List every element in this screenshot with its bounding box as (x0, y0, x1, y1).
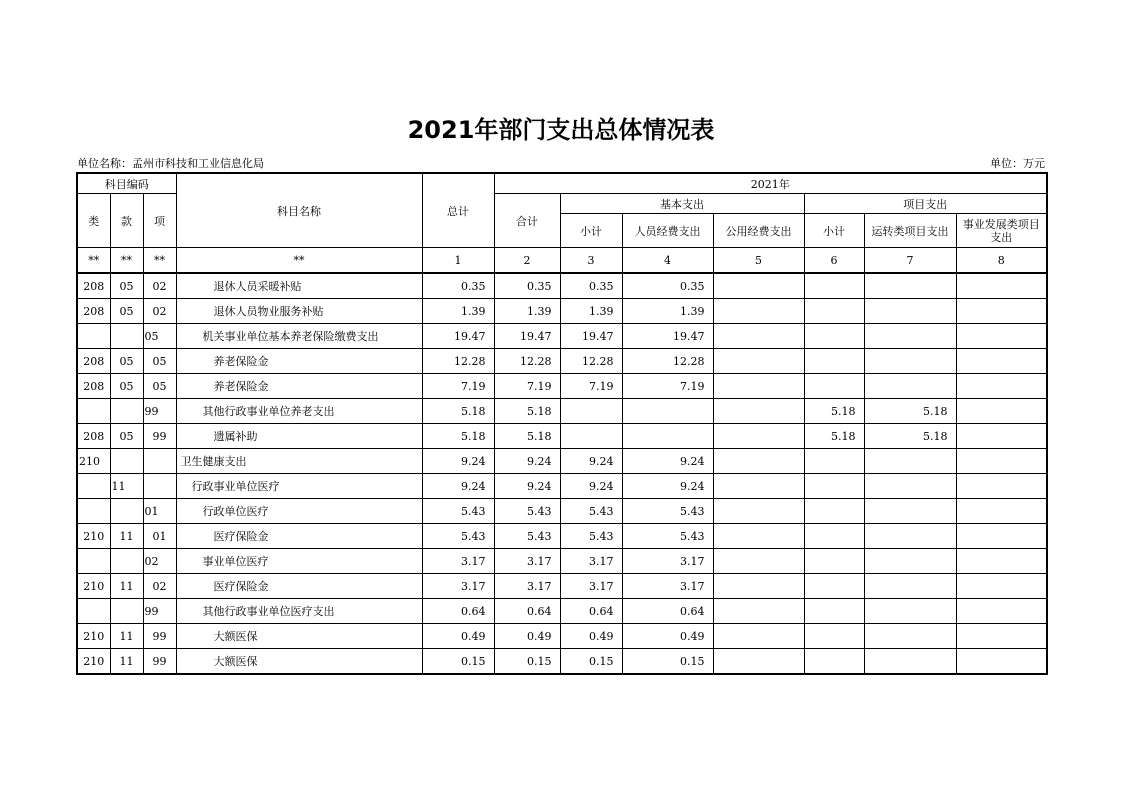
public-value (713, 374, 804, 399)
subject-name: 大额医保 (176, 649, 422, 675)
header-operating: 运转类项目支出 (864, 214, 956, 248)
total-value: 5.18 (422, 399, 494, 424)
table-row (77, 624, 1047, 649)
total-value: 5.43 (422, 524, 494, 549)
public-value (713, 599, 804, 624)
subject-name: 行政事业单位医疗 (176, 474, 422, 499)
development-value (956, 474, 1047, 499)
index-cell: ** (176, 248, 422, 274)
code-kuan: 05 (110, 374, 143, 399)
basic-subtotal-value: 19.47 (560, 324, 622, 349)
sum-value: 1.39 (494, 299, 560, 324)
table-row (77, 549, 1047, 574)
project-subtotal-value (804, 499, 864, 524)
development-value (956, 449, 1047, 474)
code-kuan: 05 (110, 273, 143, 299)
total-value: 3.17 (422, 574, 494, 599)
sum-value: 5.43 (494, 524, 560, 549)
operating-value (864, 299, 956, 324)
sum-value: 12.28 (494, 349, 560, 374)
header-total: 总计 (422, 173, 494, 248)
code-lei: 208 (77, 299, 110, 324)
public-value (713, 624, 804, 649)
project-subtotal-value: 5.18 (804, 424, 864, 449)
header-xiang: 项 (143, 194, 176, 248)
operating-value: 5.18 (864, 399, 956, 424)
header-subject-code: 科目编码 (77, 173, 176, 194)
code-lei: 210 (77, 574, 110, 599)
personnel-value: 1.39 (622, 299, 713, 324)
code-lei: 210 (77, 524, 110, 549)
code-xiang: 99 (143, 424, 176, 449)
project-subtotal-value (804, 574, 864, 599)
personnel-value: 3.17 (622, 549, 713, 574)
sum-value: 0.49 (494, 624, 560, 649)
project-subtotal-value (804, 474, 864, 499)
index-cell: ** (143, 248, 176, 274)
subject-name: 退休人员物业服务补贴 (176, 299, 422, 324)
code-kuan: 05 (110, 424, 143, 449)
index-row (77, 248, 1047, 274)
subject-name: 卫生健康支出 (176, 449, 422, 474)
code-lei (77, 324, 110, 349)
code-kuan (110, 449, 143, 474)
development-value (956, 424, 1047, 449)
index-cell: 8 (956, 248, 1047, 274)
header-project: 项目支出 (804, 194, 1047, 214)
total-value: 19.47 (422, 324, 494, 349)
code-kuan (110, 599, 143, 624)
basic-subtotal-value: 3.17 (560, 574, 622, 599)
public-value (713, 399, 804, 424)
code-lei: 208 (77, 273, 110, 299)
header-basic: 基本支出 (560, 194, 804, 214)
index-cell: 7 (864, 248, 956, 274)
public-value (713, 299, 804, 324)
code-kuan: 05 (110, 299, 143, 324)
sum-value: 3.17 (494, 549, 560, 574)
personnel-value: 5.43 (622, 499, 713, 524)
sum-value: 9.24 (494, 474, 560, 499)
operating-value (864, 449, 956, 474)
code-lei (77, 549, 110, 574)
code-kuan (110, 499, 143, 524)
public-value (713, 499, 804, 524)
total-value: 0.15 (422, 649, 494, 675)
operating-value (864, 624, 956, 649)
development-value (956, 374, 1047, 399)
code-xiang: 99 (143, 399, 176, 424)
total-value: 9.24 (422, 474, 494, 499)
development-value (956, 524, 1047, 549)
basic-subtotal-value: 5.43 (560, 499, 622, 524)
index-cell: 6 (804, 248, 864, 274)
personnel-value: 9.24 (622, 474, 713, 499)
project-subtotal-value (804, 299, 864, 324)
header-year: 2021年 (494, 173, 1047, 194)
total-value: 0.35 (422, 273, 494, 299)
index-cell: ** (110, 248, 143, 274)
operating-value (864, 549, 956, 574)
index-cell: ** (77, 248, 110, 274)
personnel-value (622, 424, 713, 449)
total-value: 5.18 (422, 424, 494, 449)
public-value (713, 449, 804, 474)
project-subtotal-value (804, 374, 864, 399)
subject-name: 其他行政事业单位养老支出 (176, 399, 422, 424)
public-value (713, 574, 804, 599)
sum-value: 7.19 (494, 374, 560, 399)
sum-value: 3.17 (494, 574, 560, 599)
project-subtotal-value (804, 273, 864, 299)
public-value (713, 349, 804, 374)
code-kuan: 11 (110, 624, 143, 649)
basic-subtotal-value (560, 424, 622, 449)
operating-value (864, 649, 956, 675)
basic-subtotal-value: 7.19 (560, 374, 622, 399)
expenditure-table (76, 172, 1048, 675)
project-subtotal-value (804, 324, 864, 349)
sum-value: 19.47 (494, 324, 560, 349)
subject-name: 遗属补助 (176, 424, 422, 449)
operating-value (864, 574, 956, 599)
public-value (713, 649, 804, 675)
page-title: 2021年部门支出总体情况表 (407, 116, 715, 144)
header-lei: 类 (77, 194, 110, 248)
table-row (77, 424, 1047, 449)
sum-value: 5.43 (494, 499, 560, 524)
basic-subtotal-value: 5.43 (560, 524, 622, 549)
code-lei (77, 474, 110, 499)
table-body (77, 273, 1047, 674)
personnel-value: 5.43 (622, 524, 713, 549)
public-value (713, 549, 804, 574)
code-lei (77, 499, 110, 524)
operating-value (864, 349, 956, 374)
development-value (956, 599, 1047, 624)
project-subtotal-value (804, 549, 864, 574)
code-xiang: 02 (143, 273, 176, 299)
development-value (956, 649, 1047, 675)
currency-unit: 单位：万元 (990, 157, 1045, 170)
basic-subtotal-value: 1.39 (560, 299, 622, 324)
subject-name: 养老保险金 (176, 349, 422, 374)
basic-subtotal-value: 0.15 (560, 649, 622, 675)
basic-subtotal-value: 12.28 (560, 349, 622, 374)
subject-name: 退休人员采暖补贴 (176, 273, 422, 299)
code-xiang: 02 (143, 574, 176, 599)
code-lei: 208 (77, 349, 110, 374)
code-kuan: 05 (110, 349, 143, 374)
table-row (77, 574, 1047, 599)
basic-subtotal-value: 0.35 (560, 273, 622, 299)
project-subtotal-value (804, 624, 864, 649)
total-value: 9.24 (422, 449, 494, 474)
code-lei: 208 (77, 374, 110, 399)
index-cell: 3 (560, 248, 622, 274)
public-value (713, 424, 804, 449)
code-xiang: 05 (143, 374, 176, 399)
public-value (713, 524, 804, 549)
code-lei: 210 (77, 649, 110, 675)
personnel-value: 0.35 (622, 273, 713, 299)
code-xiang: 02 (143, 549, 176, 574)
basic-subtotal-value: 0.49 (560, 624, 622, 649)
code-kuan: 11 (110, 574, 143, 599)
code-xiang: 99 (143, 649, 176, 675)
public-value (713, 273, 804, 299)
sum-value: 9.24 (494, 449, 560, 474)
header-project-subtotal: 小计 (804, 214, 864, 248)
index-cell: 1 (422, 248, 494, 274)
total-value: 12.28 (422, 349, 494, 374)
development-value (956, 499, 1047, 524)
development-value (956, 399, 1047, 424)
sum-value: 5.18 (494, 424, 560, 449)
code-lei (77, 399, 110, 424)
operating-value (864, 474, 956, 499)
development-value (956, 324, 1047, 349)
subject-name: 医疗保险金 (176, 524, 422, 549)
operating-value (864, 273, 956, 299)
code-xiang: 05 (143, 349, 176, 374)
unit-name: 单位名称：孟州市科技和工业信息化局 (77, 157, 264, 170)
code-kuan: 11 (110, 524, 143, 549)
code-xiang: 05 (143, 324, 176, 349)
operating-value (864, 499, 956, 524)
table-row (77, 599, 1047, 624)
personnel-value: 0.49 (622, 624, 713, 649)
code-xiang (143, 449, 176, 474)
project-subtotal-value (804, 349, 864, 374)
code-kuan: 11 (110, 649, 143, 675)
sum-value: 5.18 (494, 399, 560, 424)
code-kuan (110, 549, 143, 574)
project-subtotal-value (804, 524, 864, 549)
total-value: 0.64 (422, 599, 494, 624)
table-row (77, 649, 1047, 675)
subject-name: 事业单位医疗 (176, 549, 422, 574)
table-row (77, 399, 1047, 424)
operating-value: 5.18 (864, 424, 956, 449)
personnel-value (622, 399, 713, 424)
total-value: 3.17 (422, 549, 494, 574)
header-basic-subtotal: 小计 (560, 214, 622, 248)
code-xiang: 01 (143, 499, 176, 524)
subject-name: 机关事业单位基本养老保险缴费支出 (176, 324, 422, 349)
table-row (77, 324, 1047, 349)
public-value (713, 324, 804, 349)
basic-subtotal-value (560, 399, 622, 424)
table-row (77, 349, 1047, 374)
header-public: 公用经费支出 (713, 214, 804, 248)
code-kuan: 11 (110, 474, 143, 499)
code-lei (77, 599, 110, 624)
personnel-value: 3.17 (622, 574, 713, 599)
operating-value (864, 374, 956, 399)
table-row (77, 273, 1047, 299)
code-lei: 208 (77, 424, 110, 449)
table-header (77, 173, 1047, 273)
development-value (956, 624, 1047, 649)
code-xiang: 99 (143, 599, 176, 624)
sum-value: 0.64 (494, 599, 560, 624)
operating-value (864, 524, 956, 549)
personnel-value: 12.28 (622, 349, 713, 374)
subject-name: 行政单位医疗 (176, 499, 422, 524)
subject-name: 医疗保险金 (176, 574, 422, 599)
basic-subtotal-value: 3.17 (560, 549, 622, 574)
table-row (77, 474, 1047, 499)
development-value (956, 549, 1047, 574)
table-row (77, 374, 1047, 399)
sum-value: 0.15 (494, 649, 560, 675)
index-cell: 5 (713, 248, 804, 274)
development-value (956, 349, 1047, 374)
code-kuan (110, 399, 143, 424)
code-xiang: 99 (143, 624, 176, 649)
basic-subtotal-value: 9.24 (560, 449, 622, 474)
project-subtotal-value (804, 649, 864, 675)
total-value: 0.49 (422, 624, 494, 649)
table-row (77, 299, 1047, 324)
code-lei: 210 (77, 449, 110, 474)
operating-value (864, 599, 956, 624)
index-cell: 2 (494, 248, 560, 274)
project-subtotal-value (804, 449, 864, 474)
table-row (77, 449, 1047, 474)
project-subtotal-value: 5.18 (804, 399, 864, 424)
basic-subtotal-value: 9.24 (560, 474, 622, 499)
development-value (956, 574, 1047, 599)
header-development: 事业发展类项目支出 (956, 214, 1047, 248)
header-sum: 合计 (494, 194, 560, 248)
basic-subtotal-value: 0.64 (560, 599, 622, 624)
sum-value: 0.35 (494, 273, 560, 299)
personnel-value: 9.24 (622, 449, 713, 474)
development-value (956, 299, 1047, 324)
table-row (77, 524, 1047, 549)
code-xiang (143, 474, 176, 499)
header-subject-name: 科目名称 (176, 173, 422, 248)
header-kuan: 款 (110, 194, 143, 248)
subject-name: 其他行政事业单位医疗支出 (176, 599, 422, 624)
header-personnel: 人员经费支出 (622, 214, 713, 248)
total-value: 7.19 (422, 374, 494, 399)
total-value: 5.43 (422, 499, 494, 524)
total-value: 1.39 (422, 299, 494, 324)
project-subtotal-value (804, 599, 864, 624)
code-lei: 210 (77, 624, 110, 649)
subject-name: 大额医保 (176, 624, 422, 649)
code-xiang: 01 (143, 524, 176, 549)
table-row (77, 499, 1047, 524)
code-kuan (110, 324, 143, 349)
index-cell: 4 (622, 248, 713, 274)
personnel-value: 19.47 (622, 324, 713, 349)
personnel-value: 0.64 (622, 599, 713, 624)
subject-name: 养老保险金 (176, 374, 422, 399)
public-value (713, 474, 804, 499)
operating-value (864, 324, 956, 349)
development-value (956, 273, 1047, 299)
personnel-value: 7.19 (622, 374, 713, 399)
personnel-value: 0.15 (622, 649, 713, 675)
code-xiang: 02 (143, 299, 176, 324)
